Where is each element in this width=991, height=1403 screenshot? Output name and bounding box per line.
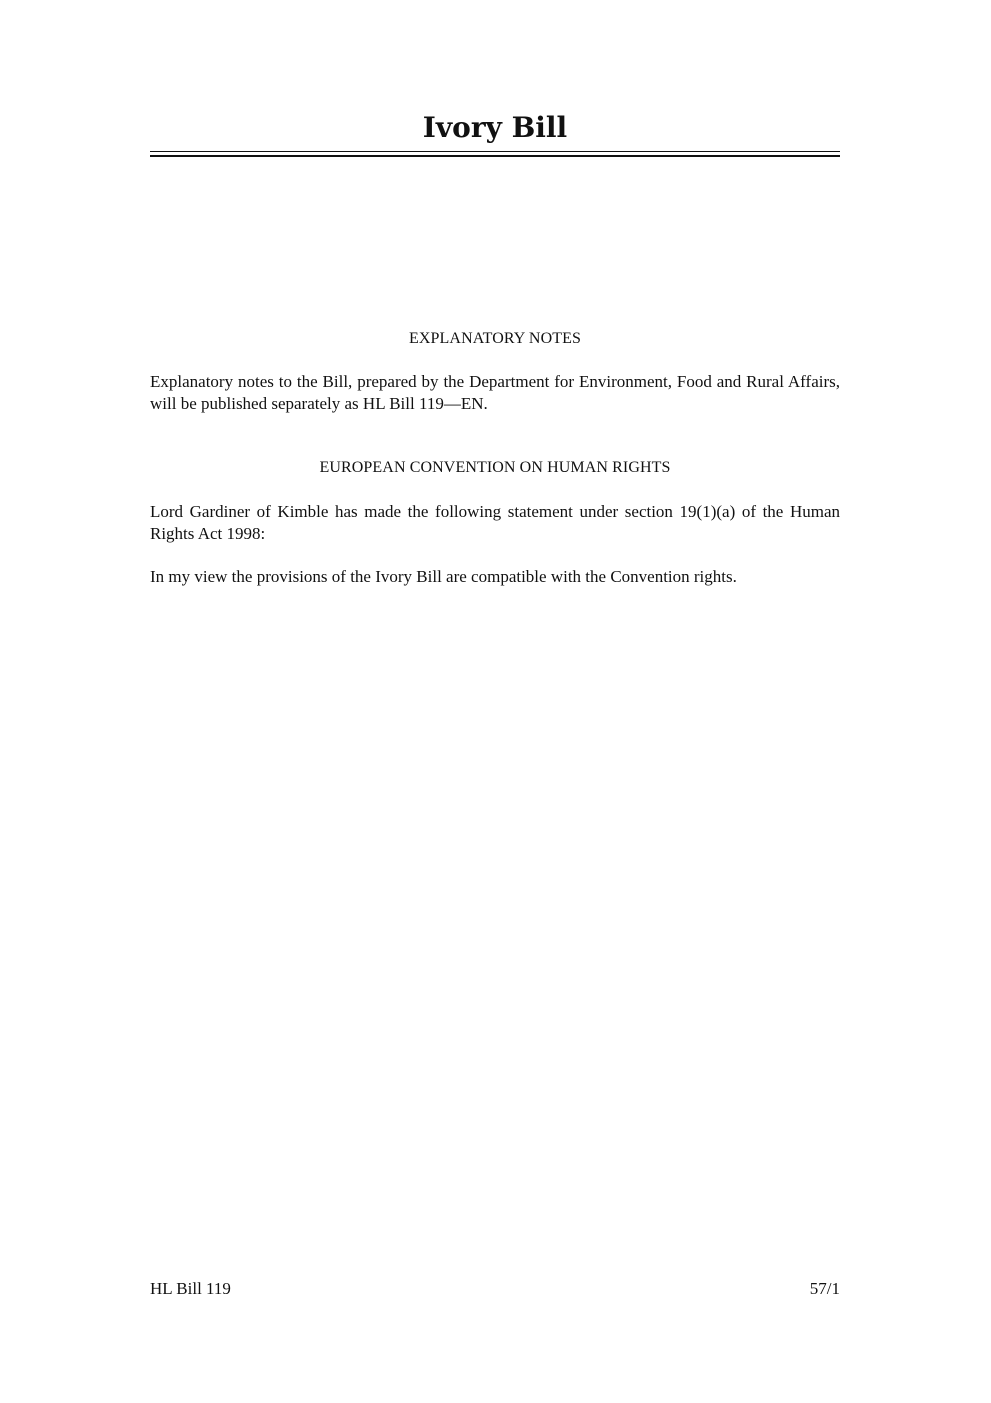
echr-heading: EUROPEAN CONVENTION ON HUMAN RIGHTS xyxy=(319,459,671,476)
footer-page-ref: 57/1 xyxy=(809,1279,840,1298)
bill-title: Ivory Bill xyxy=(422,111,568,144)
echr-statement-intro: Lord Gardiner of Kimble has made the following statement under section 19(1)(a) of the Human Rights Act 1998: xyxy=(150,502,840,543)
explanatory-notes-heading: EXPLANATORY NOTES xyxy=(409,330,581,347)
title-rule-thin xyxy=(150,151,840,152)
footer-bill-ref: HL Bill 119 xyxy=(150,1279,231,1298)
echr-statement: In my view the provisions of the Ivory Bill are compatible with the Convention rights. xyxy=(150,567,737,586)
explanatory-notes-text: Explanatory notes to the Bill, prepared by the Department for Environment, Food and Rural Affairs, will be published separately as HL Bill 119—EN. xyxy=(150,372,840,413)
title-rule-thick xyxy=(150,155,840,157)
